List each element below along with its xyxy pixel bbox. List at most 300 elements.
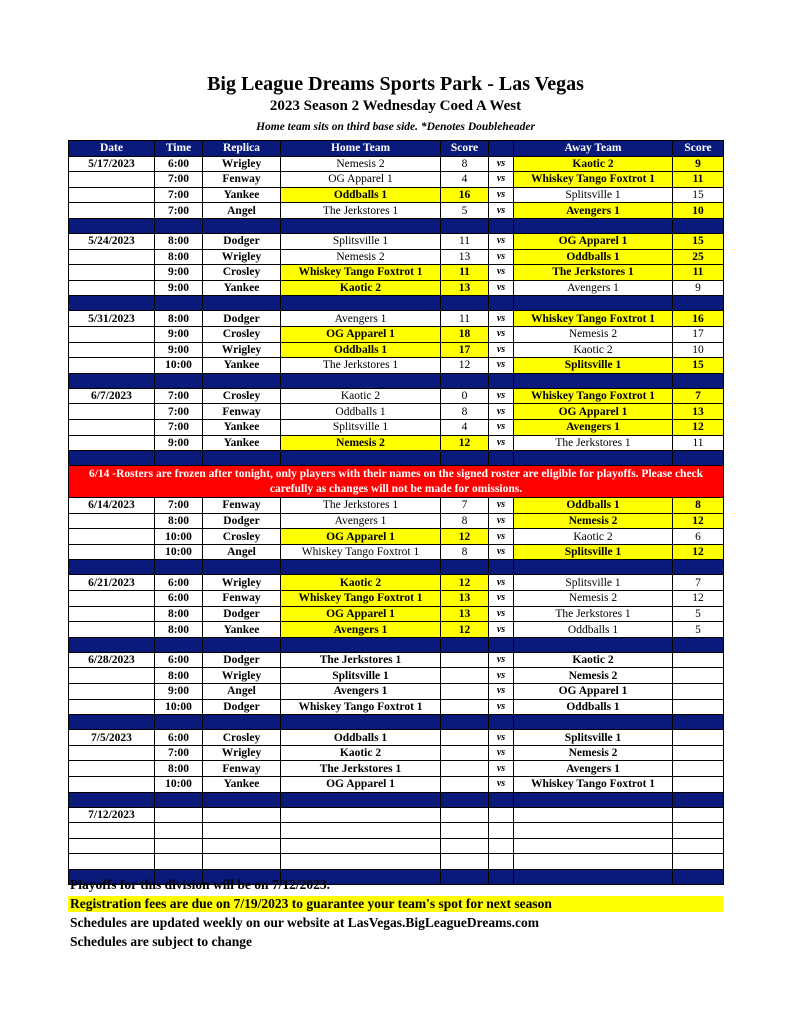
footer-website: Schedules are updated weekly on our website at LasVegas.BigLeagueDreams.com bbox=[70, 915, 540, 930]
game-row bbox=[69, 513, 724, 529]
separator-cell bbox=[673, 792, 724, 807]
game-row bbox=[69, 622, 724, 638]
separator-cell bbox=[203, 451, 281, 466]
vs-label: vs bbox=[489, 435, 514, 451]
away-team-cell bbox=[514, 854, 673, 870]
home-team-cell: OG Apparel 1 bbox=[281, 777, 441, 793]
date-cell: 6/21/2023 bbox=[69, 575, 155, 591]
separator-cell bbox=[69, 296, 155, 311]
game-row bbox=[69, 529, 724, 545]
home-team-cell: OG Apparel 1 bbox=[281, 529, 441, 545]
home-score-cell: 8 bbox=[441, 513, 489, 529]
time-cell: 9:00 bbox=[155, 342, 203, 358]
game-row bbox=[69, 419, 724, 435]
away-score-cell: 11 bbox=[673, 435, 724, 451]
date-cell bbox=[69, 404, 155, 420]
vs-label: vs bbox=[489, 513, 514, 529]
separator-cell bbox=[441, 637, 489, 652]
time-cell: 6:00 bbox=[155, 575, 203, 591]
replica-field-cell: Angel bbox=[203, 203, 281, 219]
game-row bbox=[69, 745, 724, 761]
week-separator bbox=[69, 218, 724, 233]
replica-field-cell: Dodger bbox=[203, 513, 281, 529]
game-row bbox=[69, 404, 724, 420]
home-score-cell: 17 bbox=[441, 342, 489, 358]
separator-cell bbox=[281, 792, 441, 807]
date-cell bbox=[69, 823, 155, 839]
separator-cell bbox=[489, 792, 514, 807]
date-cell bbox=[69, 838, 155, 854]
replica-field-cell: Yankee bbox=[203, 777, 281, 793]
home-team-cell: Oddballs 1 bbox=[281, 404, 441, 420]
away-team-cell: Oddballs 1 bbox=[514, 498, 673, 514]
game-row bbox=[69, 777, 724, 793]
date-cell bbox=[69, 265, 155, 281]
time-cell: 9:00 bbox=[155, 326, 203, 342]
home-score-cell: 8 bbox=[441, 544, 489, 560]
date-cell bbox=[69, 544, 155, 560]
separator-cell bbox=[69, 560, 155, 575]
separator-cell bbox=[673, 637, 724, 652]
home-score-cell: 11 bbox=[441, 311, 489, 327]
home-team-cell: The Jerkstores 1 bbox=[281, 652, 441, 668]
home-score-cell bbox=[441, 823, 489, 839]
separator-cell bbox=[441, 296, 489, 311]
home-team-cell bbox=[281, 854, 441, 870]
away-score-cell: 5 bbox=[673, 606, 724, 622]
away-team-cell: Splitsville 1 bbox=[514, 575, 673, 591]
home-team-cell: The Jerkstores 1 bbox=[281, 203, 441, 219]
away-score-cell: 12 bbox=[673, 544, 724, 560]
home-team-cell: Splitsville 1 bbox=[281, 419, 441, 435]
date-cell bbox=[69, 358, 155, 374]
time-cell: 9:00 bbox=[155, 435, 203, 451]
home-team-cell: OG Apparel 1 bbox=[281, 606, 441, 622]
date-cell bbox=[69, 249, 155, 265]
vs-label: vs bbox=[489, 187, 514, 203]
date-cell bbox=[69, 777, 155, 793]
away-score-cell bbox=[673, 745, 724, 761]
separator-cell bbox=[441, 451, 489, 466]
vs-label: vs bbox=[489, 249, 514, 265]
home-score-cell bbox=[441, 652, 489, 668]
separator-cell bbox=[203, 792, 281, 807]
vs-label: vs bbox=[489, 404, 514, 420]
home-score-cell bbox=[441, 699, 489, 715]
replica-field-cell: Fenway bbox=[203, 172, 281, 188]
date-cell: 7/5/2023 bbox=[69, 730, 155, 746]
home-team-cell: Whiskey Tango Foxtrot 1 bbox=[281, 591, 441, 607]
game-row bbox=[69, 606, 724, 622]
game-row bbox=[69, 730, 724, 746]
separator-cell bbox=[281, 296, 441, 311]
separator-cell bbox=[69, 637, 155, 652]
game-row bbox=[69, 326, 724, 342]
replica-field-cell: Wrigley bbox=[203, 249, 281, 265]
away-score-cell: 15 bbox=[673, 358, 724, 374]
game-row bbox=[69, 684, 724, 700]
vs-label: vs bbox=[489, 326, 514, 342]
vs-label: vs bbox=[489, 606, 514, 622]
week-separator bbox=[69, 792, 724, 807]
separator-cell bbox=[155, 715, 203, 730]
away-team-cell: OG Apparel 1 bbox=[514, 404, 673, 420]
home-team-cell: Splitsville 1 bbox=[281, 668, 441, 684]
date-cell bbox=[69, 342, 155, 358]
time-cell bbox=[155, 807, 203, 823]
home-team-cell: Nemesis 2 bbox=[281, 435, 441, 451]
home-team-cell: Oddballs 1 bbox=[281, 187, 441, 203]
separator-cell bbox=[489, 869, 514, 884]
home-score-cell bbox=[441, 745, 489, 761]
vs-label: vs bbox=[489, 203, 514, 219]
away-score-cell: 16 bbox=[673, 311, 724, 327]
away-score-cell: 8 bbox=[673, 498, 724, 514]
vs-label: vs bbox=[489, 575, 514, 591]
home-score-cell: 12 bbox=[441, 435, 489, 451]
home-team-cell: Kaotic 2 bbox=[281, 280, 441, 296]
home-team-cell: Nemesis 2 bbox=[281, 156, 441, 172]
separator-cell bbox=[69, 218, 155, 233]
home-team-cell: Splitsville 1 bbox=[281, 233, 441, 249]
home-team-cell: Nemesis 2 bbox=[281, 249, 441, 265]
home-team-cell: Oddballs 1 bbox=[281, 342, 441, 358]
separator-cell bbox=[514, 373, 673, 388]
separator-cell bbox=[489, 296, 514, 311]
separator-cell bbox=[69, 715, 155, 730]
vs-label: vs bbox=[489, 544, 514, 560]
time-cell: 8:00 bbox=[155, 311, 203, 327]
away-team-cell: The Jerkstores 1 bbox=[514, 435, 673, 451]
away-score-cell: 5 bbox=[673, 622, 724, 638]
date-cell bbox=[69, 591, 155, 607]
separator-cell bbox=[514, 218, 673, 233]
date-cell: 6/28/2023 bbox=[69, 652, 155, 668]
away-team-cell: Whiskey Tango Foxtrot 1 bbox=[514, 311, 673, 327]
away-team-cell: Nemesis 2 bbox=[514, 591, 673, 607]
game-row bbox=[69, 498, 724, 514]
away-team-cell: Whiskey Tango Foxtrot 1 bbox=[514, 172, 673, 188]
separator-cell bbox=[514, 869, 673, 884]
game-row bbox=[69, 203, 724, 219]
time-cell: 7:00 bbox=[155, 172, 203, 188]
home-team-cell: OG Apparel 1 bbox=[281, 326, 441, 342]
replica-field-cell bbox=[203, 807, 281, 823]
date-cell bbox=[69, 606, 155, 622]
away-team-cell: Whiskey Tango Foxtrot 1 bbox=[514, 777, 673, 793]
roster-freeze-banner bbox=[69, 466, 724, 498]
separator-cell bbox=[514, 296, 673, 311]
separator-cell bbox=[155, 451, 203, 466]
vs-label: vs bbox=[489, 652, 514, 668]
away-score-cell bbox=[673, 838, 724, 854]
home-team-cell: Avengers 1 bbox=[281, 513, 441, 529]
game-row bbox=[69, 265, 724, 281]
home-score-cell: 12 bbox=[441, 622, 489, 638]
time-cell: 10:00 bbox=[155, 358, 203, 374]
away-team-cell bbox=[514, 807, 673, 823]
away-score-cell bbox=[673, 823, 724, 839]
time-cell bbox=[155, 823, 203, 839]
vs-label bbox=[489, 854, 514, 870]
separator-cell bbox=[514, 560, 673, 575]
replica-field-cell: Wrigley bbox=[203, 575, 281, 591]
home-score-cell bbox=[441, 854, 489, 870]
game-row bbox=[69, 311, 724, 327]
home-team-cell: Whiskey Tango Foxtrot 1 bbox=[281, 544, 441, 560]
home-score-cell: 7 bbox=[441, 498, 489, 514]
replica-field-cell: Yankee bbox=[203, 435, 281, 451]
time-cell: 8:00 bbox=[155, 606, 203, 622]
home-team-cell: Kaotic 2 bbox=[281, 575, 441, 591]
vs-label: vs bbox=[489, 591, 514, 607]
separator-cell bbox=[673, 373, 724, 388]
date-cell bbox=[69, 172, 155, 188]
away-team-cell: OG Apparel 1 bbox=[514, 684, 673, 700]
vs-label: vs bbox=[489, 777, 514, 793]
game-row bbox=[69, 699, 724, 715]
time-cell: 6:00 bbox=[155, 730, 203, 746]
game-row bbox=[69, 172, 724, 188]
separator-cell bbox=[489, 715, 514, 730]
home-score-cell bbox=[441, 777, 489, 793]
vs-label: vs bbox=[489, 419, 514, 435]
time-cell: 9:00 bbox=[155, 265, 203, 281]
vs-label: vs bbox=[489, 761, 514, 777]
game-row bbox=[69, 854, 724, 870]
home-team-cell: Oddballs 1 bbox=[281, 730, 441, 746]
vs-label bbox=[489, 838, 514, 854]
separator-cell bbox=[155, 637, 203, 652]
away-score-cell: 12 bbox=[673, 591, 724, 607]
away-team-cell: Nemesis 2 bbox=[514, 513, 673, 529]
away-team-cell: OG Apparel 1 bbox=[514, 233, 673, 249]
header-vs bbox=[489, 141, 514, 157]
game-row bbox=[69, 544, 724, 560]
away-team-cell: Avengers 1 bbox=[514, 203, 673, 219]
replica-field-cell: Dodger bbox=[203, 311, 281, 327]
week-separator bbox=[69, 296, 724, 311]
game-row bbox=[69, 388, 724, 404]
separator-cell bbox=[514, 451, 673, 466]
date-cell bbox=[69, 513, 155, 529]
away-score-cell bbox=[673, 730, 724, 746]
home-score-cell: 8 bbox=[441, 156, 489, 172]
home-score-cell bbox=[441, 730, 489, 746]
separator-cell bbox=[281, 560, 441, 575]
replica-field-cell: Angel bbox=[203, 684, 281, 700]
separator-cell bbox=[489, 451, 514, 466]
home-score-cell: 5 bbox=[441, 203, 489, 219]
away-score-cell: 12 bbox=[673, 513, 724, 529]
away-team-cell: Oddballs 1 bbox=[514, 622, 673, 638]
time-cell: 8:00 bbox=[155, 668, 203, 684]
separator-cell bbox=[489, 560, 514, 575]
away-team-cell: The Jerkstores 1 bbox=[514, 606, 673, 622]
replica-field-cell: Angel bbox=[203, 544, 281, 560]
header-home-score: Score bbox=[441, 141, 489, 157]
home-team-cell: OG Apparel 1 bbox=[281, 172, 441, 188]
away-score-cell: 9 bbox=[673, 280, 724, 296]
time-cell: 8:00 bbox=[155, 249, 203, 265]
date-cell bbox=[69, 684, 155, 700]
away-team-cell: Kaotic 2 bbox=[514, 156, 673, 172]
game-row bbox=[69, 358, 724, 374]
banner-text: 6/14 -Rosters are frozen after tonight, only players with their names on the signed roster are eligible for playoffs. Please check carefully as changes will not be made for omissions. bbox=[69, 466, 724, 498]
replica-field-cell: Yankee bbox=[203, 419, 281, 435]
home-team-cell: Whiskey Tango Foxtrot 1 bbox=[281, 699, 441, 715]
vs-label: vs bbox=[489, 311, 514, 327]
home-score-cell: 12 bbox=[441, 575, 489, 591]
time-cell: 6:00 bbox=[155, 591, 203, 607]
away-team-cell: Nemesis 2 bbox=[514, 745, 673, 761]
away-score-cell bbox=[673, 652, 724, 668]
separator-cell bbox=[155, 218, 203, 233]
game-row bbox=[69, 761, 724, 777]
game-row bbox=[69, 156, 724, 172]
separator-cell bbox=[673, 715, 724, 730]
week-separator bbox=[69, 373, 724, 388]
time-cell: 10:00 bbox=[155, 699, 203, 715]
away-score-cell: 7 bbox=[673, 575, 724, 591]
week-separator bbox=[69, 560, 724, 575]
away-score-cell: 9 bbox=[673, 156, 724, 172]
separator-cell bbox=[69, 373, 155, 388]
away-score-cell: 15 bbox=[673, 233, 724, 249]
replica-field-cell: Wrigley bbox=[203, 156, 281, 172]
date-cell: 5/24/2023 bbox=[69, 233, 155, 249]
home-score-cell: 4 bbox=[441, 172, 489, 188]
date-cell bbox=[69, 761, 155, 777]
away-team-cell: Splitsville 1 bbox=[514, 730, 673, 746]
date-cell: 7/12/2023 bbox=[69, 807, 155, 823]
date-cell bbox=[69, 326, 155, 342]
separator-cell bbox=[489, 637, 514, 652]
separator-cell bbox=[203, 218, 281, 233]
replica-field-cell: Crosley bbox=[203, 529, 281, 545]
home-score-cell bbox=[441, 761, 489, 777]
vs-label bbox=[489, 823, 514, 839]
game-row bbox=[69, 435, 724, 451]
replica-field-cell: Crosley bbox=[203, 730, 281, 746]
vs-label: vs bbox=[489, 358, 514, 374]
away-team-cell: Oddballs 1 bbox=[514, 249, 673, 265]
home-score-cell: 13 bbox=[441, 606, 489, 622]
time-cell: 9:00 bbox=[155, 280, 203, 296]
time-cell: 6:00 bbox=[155, 652, 203, 668]
time-cell: 7:00 bbox=[155, 498, 203, 514]
away-score-cell: 13 bbox=[673, 404, 724, 420]
replica-field-cell: Yankee bbox=[203, 358, 281, 374]
time-cell: 8:00 bbox=[155, 761, 203, 777]
home-score-cell: 4 bbox=[441, 419, 489, 435]
separator-cell bbox=[441, 560, 489, 575]
page-subtitle: 2023 Season 2 Wednesday Coed A West bbox=[269, 98, 522, 114]
schedule-body bbox=[69, 156, 724, 884]
replica-field-cell: Dodger bbox=[203, 606, 281, 622]
vs-label: vs bbox=[489, 233, 514, 249]
replica-field-cell: Dodger bbox=[203, 652, 281, 668]
home-score-cell: 8 bbox=[441, 404, 489, 420]
replica-field-cell: Dodger bbox=[203, 233, 281, 249]
replica-field-cell: Wrigley bbox=[203, 342, 281, 358]
separator-cell bbox=[155, 296, 203, 311]
game-row bbox=[69, 668, 724, 684]
home-team-cell bbox=[281, 823, 441, 839]
game-row bbox=[69, 575, 724, 591]
separator-cell bbox=[155, 373, 203, 388]
away-team-cell: Oddballs 1 bbox=[514, 699, 673, 715]
time-cell: 7:00 bbox=[155, 203, 203, 219]
away-score-cell: 25 bbox=[673, 249, 724, 265]
separator-cell bbox=[281, 373, 441, 388]
home-team-note: Home team sits on third base side. *Denotes Doubleheader bbox=[256, 121, 535, 133]
home-team-cell bbox=[281, 838, 441, 854]
home-score-cell bbox=[441, 684, 489, 700]
home-team-cell: Avengers 1 bbox=[281, 622, 441, 638]
home-score-cell: 16 bbox=[441, 187, 489, 203]
replica-field-cell: Fenway bbox=[203, 404, 281, 420]
vs-label: vs bbox=[489, 730, 514, 746]
time-cell: 10:00 bbox=[155, 777, 203, 793]
date-cell bbox=[69, 280, 155, 296]
separator-cell bbox=[441, 218, 489, 233]
time-cell: 8:00 bbox=[155, 513, 203, 529]
game-row bbox=[69, 838, 724, 854]
date-cell bbox=[69, 668, 155, 684]
game-row bbox=[69, 280, 724, 296]
home-score-cell bbox=[441, 668, 489, 684]
replica-field-cell: Crosley bbox=[203, 388, 281, 404]
time-cell: 9:00 bbox=[155, 684, 203, 700]
separator-cell bbox=[441, 373, 489, 388]
date-cell: 6/14/2023 bbox=[69, 498, 155, 514]
date-cell bbox=[69, 699, 155, 715]
vs-label: vs bbox=[489, 699, 514, 715]
replica-field-cell: Wrigley bbox=[203, 668, 281, 684]
separator-cell bbox=[281, 451, 441, 466]
separator-cell bbox=[155, 792, 203, 807]
vs-label: vs bbox=[489, 156, 514, 172]
away-team-cell: Whiskey Tango Foxtrot 1 bbox=[514, 388, 673, 404]
game-row bbox=[69, 233, 724, 249]
page-title: Big League Dreams Sports Park - Las Vegas bbox=[207, 73, 584, 95]
game-row bbox=[69, 187, 724, 203]
separator-cell bbox=[281, 218, 441, 233]
away-score-cell bbox=[673, 807, 724, 823]
home-team-cell: The Jerkstores 1 bbox=[281, 358, 441, 374]
replica-field-cell bbox=[203, 854, 281, 870]
date-cell bbox=[69, 419, 155, 435]
home-score-cell: 0 bbox=[441, 388, 489, 404]
vs-label: vs bbox=[489, 622, 514, 638]
separator-cell bbox=[203, 637, 281, 652]
game-row bbox=[69, 342, 724, 358]
game-row bbox=[69, 652, 724, 668]
home-score-cell: 13 bbox=[441, 591, 489, 607]
vs-label: vs bbox=[489, 684, 514, 700]
replica-field-cell bbox=[203, 823, 281, 839]
home-score-cell: 12 bbox=[441, 358, 489, 374]
table-header-row bbox=[69, 141, 724, 157]
home-score-cell: 13 bbox=[441, 280, 489, 296]
date-cell: 5/17/2023 bbox=[69, 156, 155, 172]
replica-field-cell: Fenway bbox=[203, 591, 281, 607]
away-score-cell bbox=[673, 684, 724, 700]
footer-registration: Registration fees are due on 7/19/2023 to guarantee your team's spot for next season bbox=[68, 896, 723, 912]
vs-label: vs bbox=[489, 668, 514, 684]
date-cell bbox=[69, 622, 155, 638]
